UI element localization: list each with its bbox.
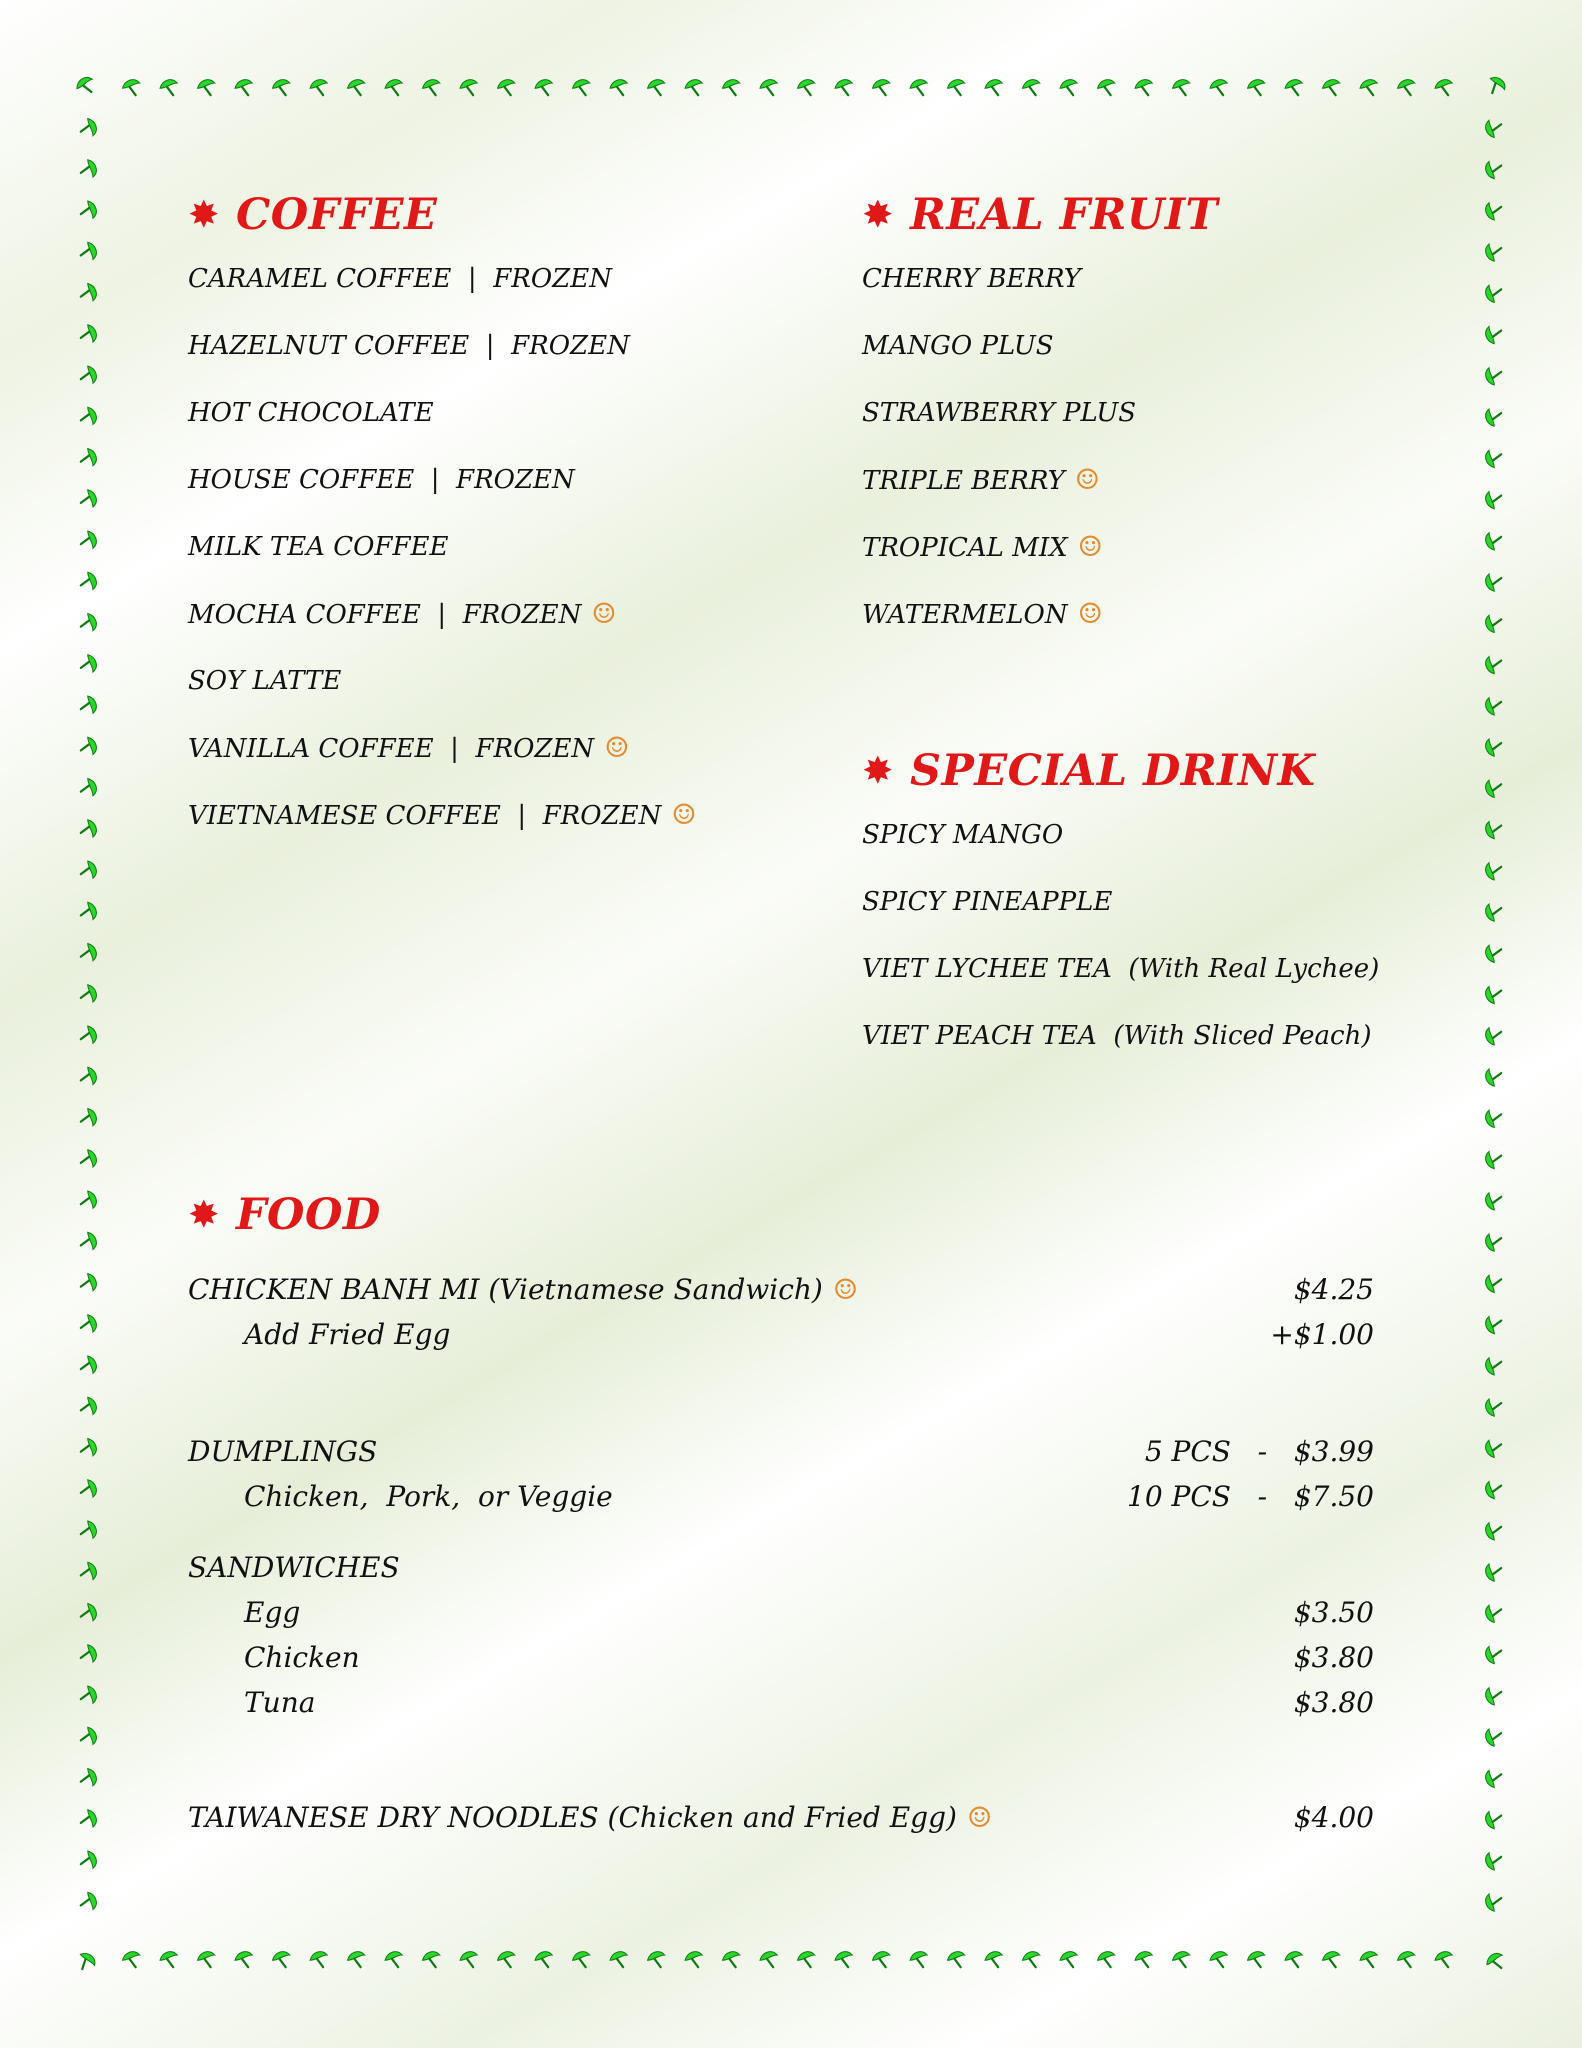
leaf-ornament [77, 364, 98, 386]
leaf-ornament [1483, 859, 1504, 881]
leaf-ornament [1096, 1949, 1118, 1970]
leaf-ornament [1483, 1354, 1504, 1376]
real-fruit-section [862, 185, 1218, 659]
leaf-ornament [496, 77, 518, 98]
menu-item [862, 947, 1379, 1014]
leaf-ornament [346, 77, 368, 98]
leaf-ornament [496, 1949, 518, 1970]
leaf-ornament [946, 77, 968, 98]
leaf-ornament [683, 1949, 705, 1970]
leaf-ornament [77, 1231, 98, 1253]
smiley-icon: ☺ [1077, 530, 1103, 563]
food-heading-section [188, 1185, 381, 1245]
leaf-ornament [77, 653, 98, 675]
leaf-ornament [233, 1949, 255, 1970]
leaf-ornament [77, 1891, 98, 1913]
smiley-icon: ☺ [671, 798, 697, 831]
menu-item-name: STRAWBERRY PLUS [862, 398, 1137, 428]
leaf-ornament [1483, 158, 1504, 180]
leaf-ornament [77, 694, 98, 716]
leaf-ornament [1433, 1949, 1455, 1970]
leaf-ornament [833, 1949, 855, 1970]
leaf-ornament [1483, 1643, 1504, 1665]
special-drink-heading [862, 741, 1379, 801]
leaf-ornament [1483, 282, 1504, 304]
menu-item-name: SPICY MANGO [862, 820, 1064, 850]
leaf-ornament [1396, 77, 1418, 98]
leaf-ornament [1246, 77, 1268, 98]
smiley-icon: ☺ [591, 597, 617, 630]
special-drink-section [862, 741, 1379, 1081]
leaf-ornament [1483, 1891, 1504, 1913]
leaf-ornament [77, 942, 98, 964]
leaf-ornament [1483, 818, 1504, 840]
leaf-ornament [77, 1396, 98, 1418]
leaf-ornament [1058, 1949, 1080, 1970]
leaf-ornament [77, 1024, 98, 1046]
leaf-ornament [983, 1949, 1005, 1970]
leaf-ornament [1483, 1107, 1504, 1129]
leaf-ornament [77, 1602, 98, 1624]
food-name: Egg [244, 1596, 301, 1629]
smiley-icon: ☺ [604, 731, 630, 764]
leaf-ornament [77, 1313, 98, 1335]
leaf-ornament [1483, 323, 1504, 345]
menu-item-name: VIETNAMESE COFFEE | FROZEN [188, 801, 662, 831]
leaf-ornament [77, 1561, 98, 1583]
leaf-ornament [77, 571, 98, 593]
food-heading [188, 1185, 381, 1245]
leaf-ornament [77, 901, 98, 923]
menu-item-name: VIET PEACH TEA (With Sliced Peach) [862, 1021, 1372, 1051]
leaf-ornament [458, 1949, 480, 1970]
leaf-ornament [77, 1066, 98, 1088]
leaf-ornament [1483, 1726, 1504, 1748]
leaf-ornament [77, 1519, 98, 1541]
leaf-ornament [721, 1949, 743, 1970]
leaf-ornament [1483, 1189, 1504, 1211]
leaf-ornament [1171, 1949, 1193, 1970]
leaf-ornament [77, 983, 98, 1005]
leaf-ornament [1133, 1949, 1155, 1970]
leaf-ornament [74, 74, 98, 98]
leaf-ornament [1483, 1808, 1504, 1830]
leaf-ornament [1483, 488, 1504, 510]
leaf-ornament [1483, 1519, 1504, 1541]
menu-item-name: MANGO PLUS [862, 331, 1054, 361]
leaf-ornament [1283, 77, 1305, 98]
leaf-ornament [77, 1849, 98, 1871]
menu-item-name: MILK TEA COFFEE [188, 532, 449, 562]
leaf-ornament [946, 1949, 968, 1970]
leaf-ornament [608, 1949, 630, 1970]
special-drink-list [862, 813, 1379, 1081]
leaf-ornament [1358, 77, 1380, 98]
leaf-ornament [77, 529, 98, 551]
leaf-ornament [77, 1437, 98, 1459]
leaf-ornament [1483, 901, 1504, 923]
leaf-ornament [196, 1949, 218, 1970]
leaf-ornament [1433, 77, 1455, 98]
food-row-add-egg [188, 1312, 1374, 1357]
menu-item [862, 1014, 1379, 1081]
leaf-ornament [308, 77, 330, 98]
leaf-ornament [121, 77, 143, 98]
food-name: TAIWANESE DRY NOODLES (Chicken and Fried Egg) [188, 1801, 957, 1834]
leaf-ornament [1483, 571, 1504, 593]
leaf-ornament [1483, 1602, 1504, 1624]
leaf-ornament [571, 77, 593, 98]
menu-item-name: TROPICAL MIX [862, 533, 1068, 563]
food-row-banh-mi [188, 1267, 1374, 1312]
leaf-ornament [77, 406, 98, 428]
leaf-ornament [1208, 1949, 1230, 1970]
leaf-ornament [1208, 77, 1230, 98]
leaf-ornament [1483, 1684, 1504, 1706]
leaf-ornament [77, 282, 98, 304]
leaf-ornament [77, 117, 98, 139]
leaf-ornament [196, 77, 218, 98]
menu-item [188, 793, 696, 860]
food-price: 10 PCS - $7.50 [1127, 1480, 1374, 1513]
leaf-ornament [758, 77, 780, 98]
leaf-ornament [77, 488, 98, 510]
leaf-ornament [77, 1643, 98, 1665]
leaf-ornament [1483, 1272, 1504, 1294]
smiley-icon: ☺ [966, 1801, 993, 1834]
leaf-ornament [796, 1949, 818, 1970]
leaf-ornament [1483, 694, 1504, 716]
leaf-ornament [1483, 653, 1504, 675]
menu-item [188, 391, 696, 458]
leaf-ornament [77, 1107, 98, 1129]
leaf-ornament [1483, 199, 1504, 221]
leaf-ornament [158, 77, 180, 98]
leaf-ornament [796, 77, 818, 98]
leaf-ornament [346, 1949, 368, 1970]
leaf-ornament [77, 241, 98, 263]
coffee-title: COFFEE [236, 190, 438, 240]
menu-item-name: HOUSE COFFEE | FROZEN [188, 465, 575, 495]
leaf-ornament [121, 1949, 143, 1970]
leaf-ornament [1483, 117, 1504, 139]
leaf-ornament [1483, 736, 1504, 758]
menu-item [188, 525, 696, 592]
menu-item-name: CHERRY BERRY [862, 264, 1081, 294]
food-price: $3.80 [1293, 1686, 1374, 1719]
menu-item [188, 592, 696, 659]
menu-item [188, 726, 696, 793]
leaf-ornament [1483, 942, 1504, 964]
leaf-ornament [908, 77, 930, 98]
leaf-ornament [1321, 77, 1343, 98]
food-name: Add Fried Egg [244, 1318, 451, 1351]
food-row-sandwich-tuna [188, 1680, 1374, 1725]
menu-item-name: VANILLA COFFEE | FROZEN [188, 734, 595, 764]
food-price: $4.00 [1293, 1801, 1374, 1834]
leaf-ornament [383, 1949, 405, 1970]
coffee-section [188, 185, 696, 860]
food-row-noodles [188, 1795, 1374, 1840]
menu-item [862, 525, 1218, 592]
leaf-ornament [1483, 406, 1504, 428]
food-row-sandwich-egg [188, 1590, 1374, 1635]
leaf-ornament [1483, 241, 1504, 263]
leaf-ornament [871, 77, 893, 98]
leaf-ornament [77, 158, 98, 180]
star-icon: ✸ [189, 195, 219, 235]
food-title: FOOD [236, 1190, 381, 1240]
real-fruit-title: REAL FRUIT [910, 190, 1218, 240]
menu-item-name: WATERMELON [862, 600, 1068, 630]
leaf-ornament [383, 77, 405, 98]
leaf-ornament [908, 1949, 930, 1970]
leaf-ornament [77, 1354, 98, 1376]
leaf-ornament [721, 77, 743, 98]
leaf-ornament [1484, 74, 1508, 98]
menu-item [862, 324, 1218, 391]
leaf-ornament [271, 1949, 293, 1970]
leaf-ornament [308, 1949, 330, 1970]
star-icon: ✸ [863, 751, 893, 791]
leaf-ornament [77, 777, 98, 799]
leaf-ornament [458, 77, 480, 98]
food-name: SANDWICHES [188, 1551, 400, 1584]
leaf-ornament [533, 1949, 555, 1970]
leaf-ornament [983, 77, 1005, 98]
menu-item-name: VIET LYCHEE TEA (With Real Lychee) [862, 954, 1380, 984]
leaf-ornament [1021, 1949, 1043, 1970]
real-fruit-heading [862, 185, 1218, 245]
leaf-ornament [533, 77, 555, 98]
leaf-ornament [1483, 447, 1504, 469]
leaf-ornament [271, 77, 293, 98]
leaf-ornament [833, 77, 855, 98]
real-fruit-list [862, 257, 1218, 659]
star-icon: ✸ [863, 195, 893, 235]
food-name: Tuna [244, 1686, 316, 1719]
food-price: $3.80 [1293, 1641, 1374, 1674]
menu-item [862, 391, 1218, 458]
smiley-icon: ☺ [832, 1273, 858, 1306]
leaf-ornament [1171, 77, 1193, 98]
leaf-ornament [1483, 1561, 1504, 1583]
leaf-ornament [1483, 1066, 1504, 1088]
menu-item-name: SOY LATTE [188, 666, 342, 696]
leaf-ornament [77, 323, 98, 345]
leaf-ornament [1483, 1313, 1504, 1335]
menu-item-name: TRIPLE BERRY [862, 466, 1065, 496]
leaf-ornament [1483, 1478, 1504, 1500]
menu-item [862, 592, 1218, 659]
menu-item-name: HOT CHOCOLATE [188, 398, 434, 428]
leaf-ornament [1483, 529, 1504, 551]
food-name: Chicken [244, 1641, 360, 1674]
smiley-icon: ☺ [1077, 597, 1103, 630]
leaf-ornament [77, 1808, 98, 1830]
coffee-heading [188, 185, 696, 245]
leaf-ornament [1483, 612, 1504, 634]
leaf-ornament [1484, 1950, 1508, 1974]
food-name: Chicken, Pork, or Veggie [244, 1480, 613, 1513]
leaf-ornament [77, 199, 98, 221]
leaf-ornament [1396, 1949, 1418, 1970]
leaf-ornament [1483, 1231, 1504, 1253]
menu-item-name: MOCHA COFFEE | FROZEN [188, 600, 582, 630]
food-price: $4.25 [1293, 1273, 1374, 1306]
leaf-ornament [77, 1272, 98, 1294]
leaf-ornament [77, 1189, 98, 1211]
menu-item-name: CARAMEL COFFEE | FROZEN [188, 264, 612, 294]
menu-item [862, 813, 1379, 880]
food-row-sandwiches [188, 1545, 1374, 1590]
leaf-ornament [1283, 1949, 1305, 1970]
menu-item [188, 324, 696, 391]
leaf-ornament [77, 1148, 98, 1170]
food-row-sandwich-chicken [188, 1635, 1374, 1680]
menu-item-name: HAZELNUT COFFEE | FROZEN [188, 331, 630, 361]
food-price: 5 PCS - $3.99 [1144, 1435, 1374, 1468]
leaf-ornament [758, 1949, 780, 1970]
leaf-ornament [77, 1478, 98, 1500]
leaf-ornament [77, 859, 98, 881]
leaf-ornament [1358, 1949, 1380, 1970]
menu-item [862, 257, 1218, 324]
leaf-ornament [1483, 1148, 1504, 1170]
leaf-ornament [646, 77, 668, 98]
leaf-ornament [421, 1949, 443, 1970]
leaf-ornament [646, 1949, 668, 1970]
leaf-ornament [77, 447, 98, 469]
leaf-ornament [421, 77, 443, 98]
menu-item-name: SPICY PINEAPPLE [862, 887, 1113, 917]
food-price: $3.50 [1293, 1596, 1374, 1629]
leaf-ornament [77, 1726, 98, 1748]
food-list [188, 1267, 1378, 1840]
leaf-ornament [1096, 77, 1118, 98]
leaf-ornament [1483, 777, 1504, 799]
leaf-ornament [77, 736, 98, 758]
leaf-ornament [1483, 364, 1504, 386]
menu-item [188, 659, 696, 726]
leaf-ornament [683, 77, 705, 98]
menu-item [188, 257, 696, 324]
leaf-ornament [571, 1949, 593, 1970]
leaf-ornament [77, 818, 98, 840]
leaf-ornament [74, 1950, 98, 1974]
leaf-ornament [77, 1684, 98, 1706]
leaf-ornament [1483, 1849, 1504, 1871]
food-name: CHICKEN BANH MI (Vietnamese Sandwich) [188, 1273, 823, 1306]
food-price: +$1.00 [1270, 1318, 1374, 1351]
leaf-ornament [77, 1767, 98, 1789]
leaf-ornament [1133, 77, 1155, 98]
menu-item [188, 458, 696, 525]
star-icon: ✸ [189, 1195, 219, 1235]
menu-item [862, 458, 1218, 525]
leaf-ornament [1483, 1437, 1504, 1459]
food-row-dumplings [188, 1429, 1374, 1474]
leaf-ornament [1321, 1949, 1343, 1970]
leaf-ornament [1246, 1949, 1268, 1970]
special-drink-title: SPECIAL DRINK [910, 746, 1316, 796]
smiley-icon: ☺ [1074, 463, 1100, 496]
leaf-ornament [1483, 983, 1504, 1005]
leaf-ornament [608, 77, 630, 98]
leaf-ornament [1021, 77, 1043, 98]
food-row-dumpling-options [188, 1474, 1374, 1519]
leaf-ornament [77, 612, 98, 634]
food-name: DUMPLINGS [188, 1435, 378, 1468]
coffee-list [188, 257, 696, 860]
menu-item [862, 880, 1379, 947]
leaf-ornament [1483, 1024, 1504, 1046]
leaf-ornament [1483, 1396, 1504, 1418]
leaf-ornament [1058, 77, 1080, 98]
leaf-ornament [1483, 1767, 1504, 1789]
leaf-ornament [233, 77, 255, 98]
leaf-ornament [871, 1949, 893, 1970]
leaf-ornament [158, 1949, 180, 1970]
